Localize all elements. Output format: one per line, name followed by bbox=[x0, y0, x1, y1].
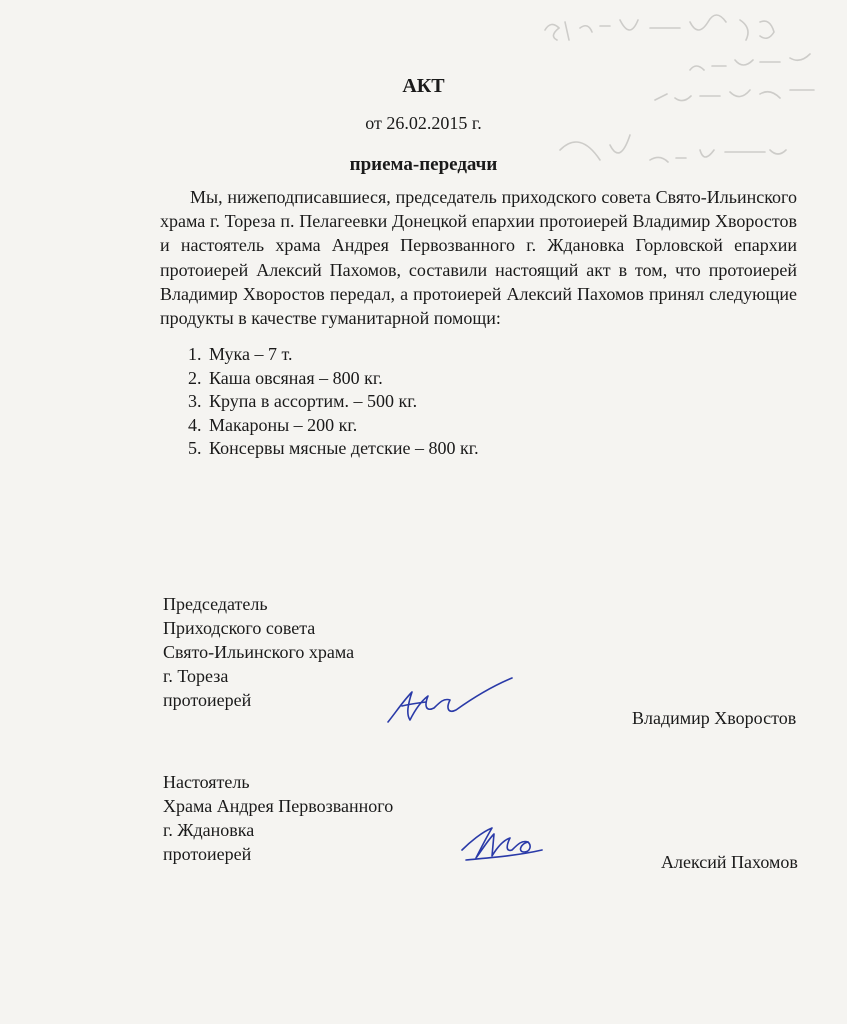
signatory-title-line: г. Ждановка bbox=[163, 820, 255, 840]
document-body: Мы, нижеподписавшиеся, председатель приходского совета Свято-Ильинского храма г. Тореза п. Пелагеевки Донецкой епархии протоиерей Владимир Хворостов и настоятель храма Андрея Первозванного г. Ждановка Горловской епархии протоиерей Алексий Пахомов, составили настоящий акт в том, что протоиерей Владимир Хворостов передал, а протоиерей Алексий Пахомов принял следующие продукты в качестве гуманитарной помощи: bbox=[160, 187, 797, 329]
list-item bbox=[188, 367, 479, 391]
signatory-title-line: протоиерей bbox=[163, 844, 252, 864]
document-title: АКТ bbox=[402, 75, 445, 97]
list-item-number: 3. bbox=[188, 391, 202, 411]
list-item bbox=[188, 437, 479, 461]
list-item-text: Консервы мясные детские – 800 кг. bbox=[209, 438, 479, 458]
document-subtitle: приема-передачи bbox=[349, 154, 498, 175]
list-item-number: 1. bbox=[188, 344, 202, 364]
list-item bbox=[188, 390, 479, 414]
document-date: от 26.02.2015 г. bbox=[365, 113, 482, 133]
signatory-1-name: Владимир Хворостов bbox=[632, 708, 797, 728]
signatory-title-line: Настоятель bbox=[163, 772, 250, 792]
list-item-number: 5. bbox=[188, 438, 202, 458]
items-list bbox=[188, 343, 479, 461]
signatory-title-line: Приходского совета bbox=[163, 618, 316, 638]
signatory-2-title bbox=[163, 770, 393, 866]
list-item-number: 2. bbox=[188, 367, 202, 388]
list-item-text: Каша овсяная – 800 кг. bbox=[209, 367, 383, 388]
signature-1-image bbox=[378, 672, 518, 732]
list-item bbox=[188, 343, 479, 367]
list-item-text: Макароны – 200 кг. bbox=[209, 414, 358, 435]
signature-2-image bbox=[456, 820, 546, 868]
signatory-2-name: Алексий Пахомов bbox=[661, 852, 798, 872]
list-item-text: Крупа в ассортим. – 500 кг. bbox=[209, 391, 418, 411]
signatory-title-line: Храма Андрея Первозванного bbox=[163, 796, 394, 816]
list-item bbox=[188, 414, 479, 438]
list-item-number: 4. bbox=[188, 414, 202, 435]
signatory-title-line: г. Тореза bbox=[163, 666, 229, 686]
signatory-1-title bbox=[163, 592, 354, 712]
list-item-text: Мука – 7 т. bbox=[209, 344, 293, 364]
signatory-title-line: Председатель bbox=[163, 594, 268, 614]
signatory-title-line: протоиерей bbox=[163, 690, 252, 710]
signatory-title-line: Свято-Ильинского храма bbox=[163, 642, 355, 662]
